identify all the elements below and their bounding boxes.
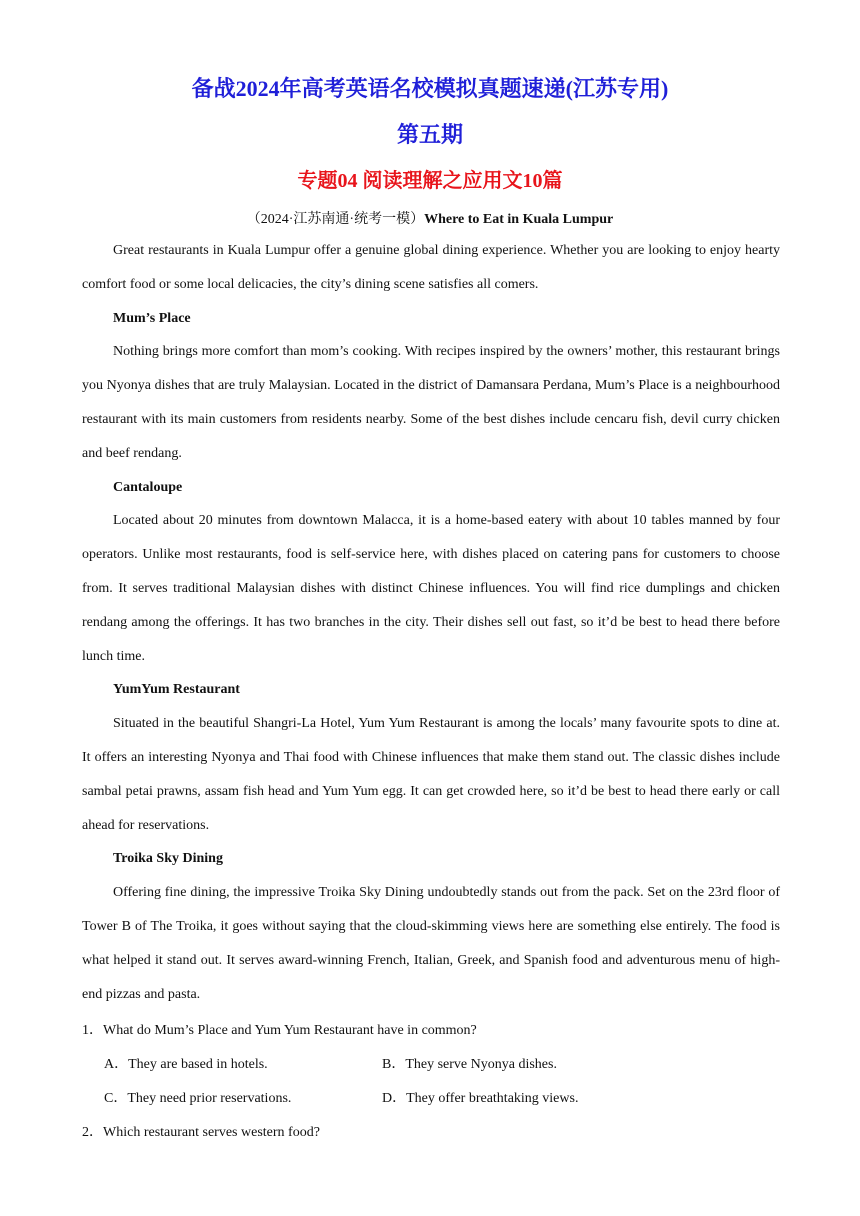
question-stem: 1．What do Mum’s Place and Yum Yum Restaurant have in common?	[82, 1023, 477, 1038]
passage-intro: Great restaurants in Kuala Lumpur offer a genuine global dining experience. Whether you are looking to enjoy hearty comfort food or some local delicacies, the city’s dining scene satisfies all comers.	[82, 243, 780, 292]
topic-title: 专题04 阅读理解之应用文10篇	[297, 170, 563, 192]
answer-option: D．They offer breathtaking views.	[382, 1091, 579, 1106]
section-heading: Mum’s Place	[113, 310, 191, 326]
question-stem: 2．Which restaurant serves western food?	[82, 1125, 320, 1140]
section-text: Situated in the beautiful Shangri-La Hotel, Yum Yum Restaurant is among the locals’ many favourite spots to dine at. It offers an interesting Nyonya and Thai food with Chinese influences that make them stand out. The classic dishes include sambal petai prawns, assam fish head and Yum Yum egg. It can get crowded here, so it’d be best to head there early or call ahead for reservations.	[82, 716, 780, 833]
answer-option: B．They serve Nyonya dishes.	[382, 1057, 557, 1072]
passage-source-line	[0, 208, 860, 228]
section-heading: YumYum Restaurant	[113, 682, 240, 698]
section-heading: Cantaloupe	[113, 479, 183, 495]
passage-source: （2024·江苏南通·统考一模）	[246, 212, 425, 227]
answer-option: C．They need prior reservations.	[104, 1091, 292, 1106]
document-title: 备战2024年高考英语名校模拟真题速递(江苏专用)	[191, 76, 669, 101]
passage-title: Where to Eat in Kuala Lumpur	[424, 212, 614, 227]
section-text: Offering fine dining, the impressive Troika Sky Dining undoubtedly stands out from the pack. Set on the 23rd floor of Tower B of The Troika, it goes without saying that the cloud-skimming views here are something else entirely. The food is what helped it stand out. It serves award-winning French, Italian, Greek, and Spanish food and adventurous menu of high-end pizzas and pasta.	[82, 885, 780, 1002]
answer-option: A．They are based in hotels.	[104, 1057, 268, 1072]
section-text: Located about 20 minutes from downtown Malacca, it is a home-based eatery with about 10 tables manned by four operators. Unlike most restaurants, food is self-service here, with dishes placed on catering pans for customers to choose from. It serves traditional Malaysian dishes with distinct Chinese influences. You will find rice dumplings and chicken rendang among the offerings. It has two branches in the city. Their dishes sell out fast, so it’d be best to head there before lunch time.	[82, 513, 780, 664]
section-text: Nothing brings more comfort than mom’s cooking. With recipes inspired by the owners’ mother, this restaurant brings you Nyonya dishes that are truly Malaysian. Located in the district of Damansara Perdana, Mum’s Place is a neighbourhood restaurant with its main customers from residents nearby. Some of the best dishes include cencaru fish, devil curry chicken and beef rendang.	[82, 344, 780, 461]
issue-number: 第五期	[396, 122, 463, 147]
section-heading: Troika Sky Dining	[113, 851, 223, 867]
passage-body	[82, 234, 780, 1011]
